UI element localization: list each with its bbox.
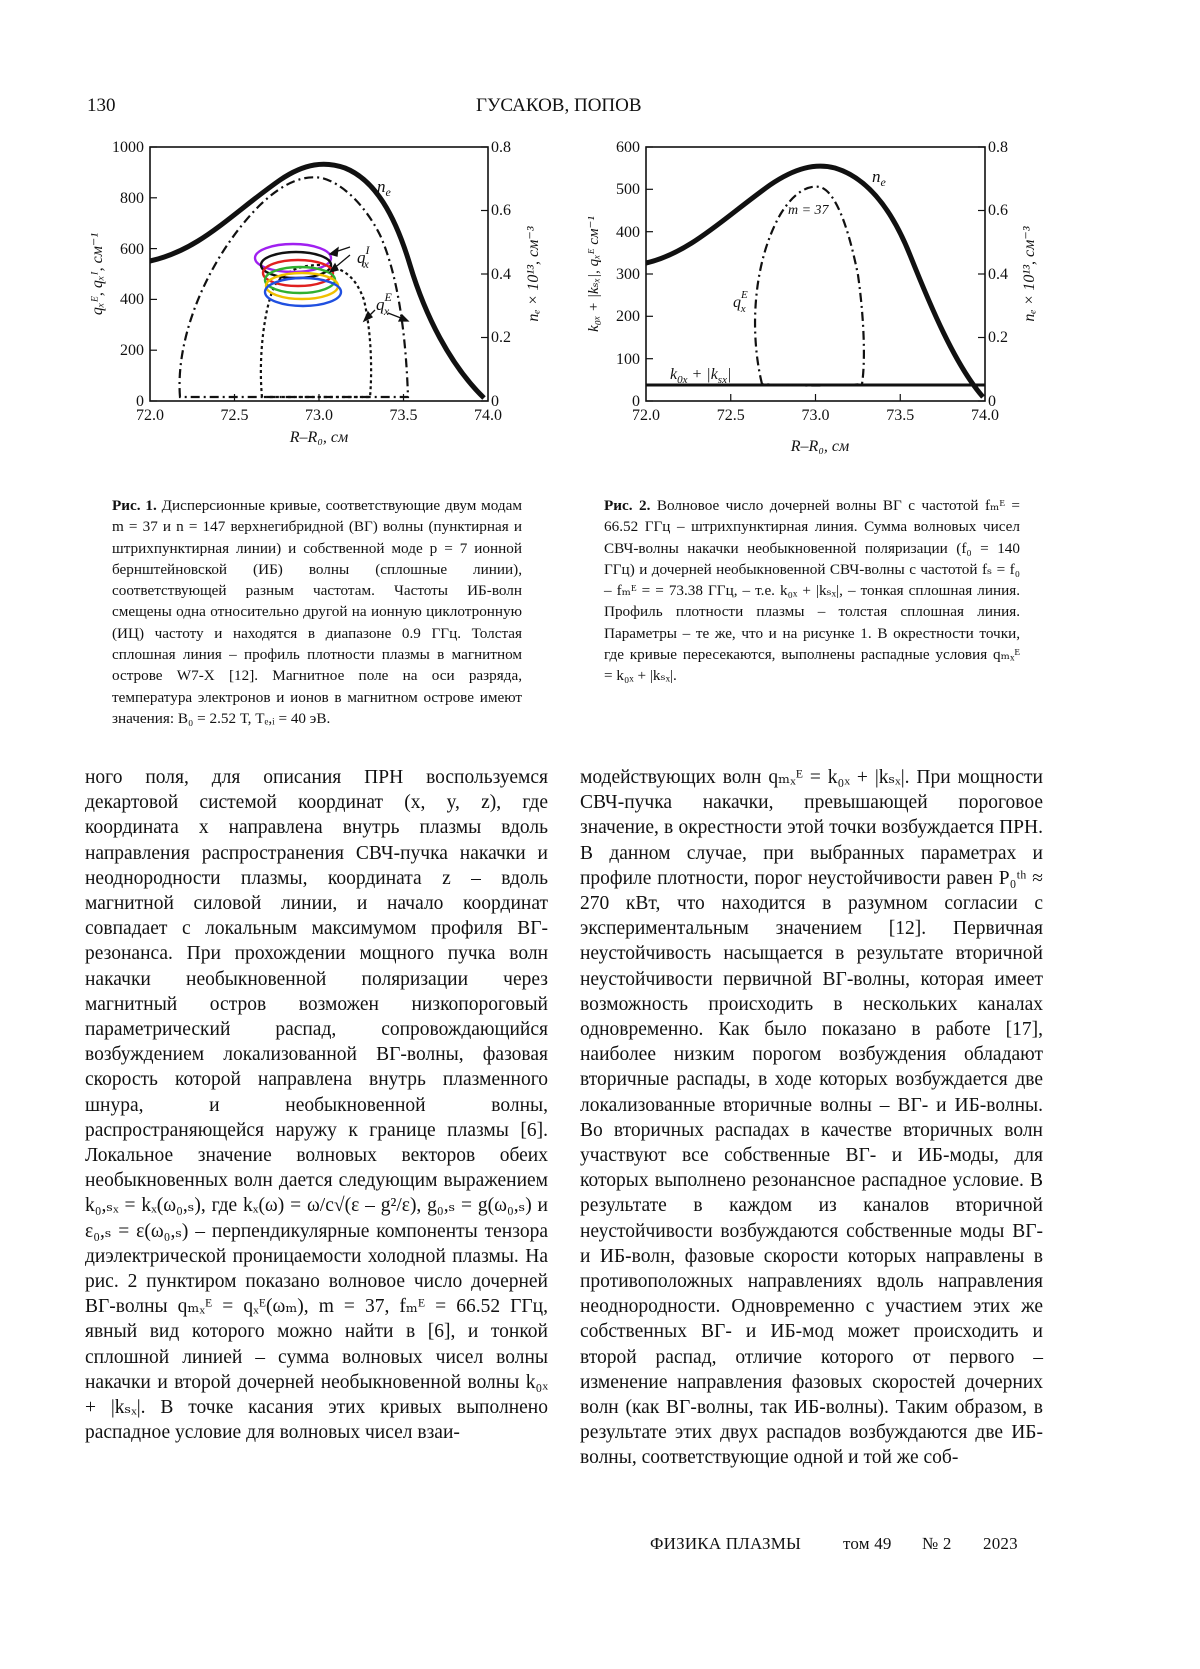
page-number: 130 <box>87 95 116 116</box>
fig1-right-tick: 0.8 <box>491 139 511 156</box>
caption-1-text: Дисперсионные кривые, соответствующие двум модам m = 37 и n = 147 верхнегибридной (ВГ) волны (пунктирная и штрихпунктирная линии) и собственной моде p = 7 ионной бернштейновской (ИБ) волны (сплошные линии), соответствующей разным частотам. Частоты ИБ-волн смещены одна относительно другой на ионную циклотронную (ИЦ) частоту и находятся в диапазоне 0.9 ГГц. Толстая сплошная линия – профиль плотности плазмы в магнитном острове W7-X [12]. Магнитное поле на оси разряда, температура электронов и ионов в магнитном острове имеют значения: B₀ = 2.52 Т, Tₑ,ᵢ = 40 эВ. <box>112 497 523 727</box>
fig1-ib-ellipses <box>255 244 341 306</box>
fig2-right-tick: 0.2 <box>988 329 1008 346</box>
figure-2 <box>580 135 1080 465</box>
fig2-plot-frame <box>646 147 985 401</box>
fig2-right-tick: 0 <box>988 393 996 410</box>
fig2-label-m: m = 37 <box>788 203 829 218</box>
fig1-right-tick: 0.6 <box>491 202 511 219</box>
fig2-x-tick: 72.0 <box>632 407 660 424</box>
fig2-right-tick: 0.8 <box>988 139 1008 156</box>
fig2-left-tick: 300 <box>616 266 640 283</box>
fig1-hw-curve-m37 <box>180 177 408 397</box>
body-left-paragraph: ного поля, для описания ПРН воспользуемся декартовой системой координат (x, y, z), где координата x направлена внутрь плазмы вдоль направления распространения СВЧ-пучка накачки и неоднородности плазмы, координата z – вдоль магнитной силовой линии, и начало координат совпадает с локальным максимумом профиля ВГ-резонанса. При прохождении мощного пучка волн накачки необыкновенной поляризации через магнитный остров возможен низкопороговый параметрический распад, сопровождающийся возбуждением локализованной ВГ-волны, фазовая скорость которой направлена внутрь плазменного шнура, и необыкновенной волны, распространяющейся наружу к границе плазмы [6]. Локальное значение волновых векторов обеих необыкновенных волн дается следующим выражением k₀,ₛₓ = kₓ(ω₀,ₛ), где kₓ(ω) = ω/c√(ε – g²/ε), g₀,ₛ = g(ω₀,ₛ) и ε₀,ₛ = ε(ω₀,ₛ) – перпендикулярные компоненты тензора диэлектрической проницаемости холодной плазмы. На рис. 2 пунктиром показано волновое число дочерней ВГ-волны qₘₓᴱ = qₓᴱ(ωₘ), m = 37, fₘᴱ = 66.52 ГГц, явный вид которого можно найти в [6], и тонкой сплошной линией – сумма волновых чисел волны накачки и второй дочерней необыкновенной волны k₀ₓ + |kₛₓ|. В точке касания этих кривых выполнено распадное условие для волновых чисел взаи- <box>85 767 548 1444</box>
footer-year: 2023 <box>983 1534 1018 1553</box>
fig1-right-axis-label: nₑ × 10¹³, см⁻³ <box>525 226 542 322</box>
fig2-left-tick: 600 <box>616 139 640 156</box>
fig2-x-tick: 72.5 <box>716 407 745 424</box>
fig1-right-tick: 0.2 <box>491 329 511 346</box>
figure-2-caption <box>604 495 1020 687</box>
body-right-paragraph: модействующих волн qₘₓᴱ = k₀ₓ + |kₛₓ|. При мощности СВЧ-пучка накачки, превышающей пороговое значение, в окрестности этой точки возбуждается ПРН. В данном случае, при выбранных параметрах и профиле плотности, порог неустойчивости равен P₀ᵗʰ ≈ 270 кВт, что находится в разумном согласии с экспериментальным значением [12]. Первичная неустойчивость насыщается в результате вторичной неустойчивости первичной ВГ-волны, которая имеет возможность происходить в нескольких каналах одновременно. Как было показано в работе [17], наиболее низким порогом возбуждения обладают вторичные распады, в ходе которых возбуждается две локализованные вторичные волны – ВГ- и ИБ-волны. Во вторичных распадах в качестве вторичных волн участвуют все собственные ВГ- и ИБ-моды, для которых выполнено резонансное распадное условие. В результате в каждом из каналов вторичной неустойчивости возбуждаются собственные моды ВГ- и ИБ-волн, фазовые скорости которых направлены в противоположных направлениях вдоль направления неоднородности. Одновременно с участием этих же собственных ВГ- и ИБ-мод может происходить и второй распад, отличие которого от первого – изменение направления фазовых скоростей дочерних волн (как ВГ-волны, так ИБ-волны). Таким образом, в результате этих двух распадов возбуждаются две ИБ-волны, соответствующие одной и той же соб- <box>580 767 1043 1469</box>
fig1-right-tick: 0 <box>491 393 499 410</box>
fig2-label-ne: $n_e$ <box>872 167 886 189</box>
footer-journal: ФИЗИКА ПЛАЗМЫ <box>650 1534 802 1553</box>
caption-2-label: Рис. 2. <box>604 497 651 514</box>
fig1-label-qE: $q^E$ x <box>376 290 392 318</box>
fig2-left-axis-label: k₀ₓ + |kₛₓ|, qₓᴱ см⁻¹ <box>586 216 602 332</box>
figure-1 <box>80 135 570 465</box>
fig1-left-tick: 400 <box>120 291 144 308</box>
fig2-density-profile <box>646 166 983 397</box>
fig2-label-k-sum: $k_{0x} + |k_{sx}|$ <box>670 366 732 386</box>
fig2-x-label: R–R₀, см <box>790 438 850 455</box>
caption-1-label: Рис. 1. <box>112 497 157 514</box>
fig2-left-tick: 400 <box>616 224 640 241</box>
fig1-label-qI: $q^I$ x <box>357 243 370 271</box>
fig2-x-tick: 74.0 <box>971 407 999 424</box>
fig2-left-tick: 500 <box>616 181 640 198</box>
fig1-label-ne: $n_e$ <box>377 177 391 199</box>
fig1-x-tick: 73.0 <box>305 407 333 424</box>
fig1-right-tick: 0.4 <box>491 266 511 283</box>
fig1-x-tick: 72.0 <box>136 407 164 424</box>
fig1-x-label: R–R₀, см <box>289 429 349 446</box>
body-left-column <box>85 765 548 1445</box>
fig1-left-tick: 0 <box>136 393 144 410</box>
fig2-left-tick: 0 <box>632 393 640 410</box>
fig1-left-axis-label: qₓᴱ, qₓᴵ, см⁻¹ <box>89 232 106 316</box>
fig2-label-qE: $q^E$ x <box>733 289 748 315</box>
fig2-x-tick: 73.5 <box>886 407 915 424</box>
footer-issue: № 2 <box>922 1534 952 1553</box>
fig2-right-tick: 0.4 <box>988 266 1008 283</box>
figure-1-caption <box>112 495 522 729</box>
body-right-column <box>580 765 1043 1471</box>
fig1-x-tick: 74.0 <box>474 407 502 424</box>
fig2-right-tick: 0.6 <box>988 202 1008 219</box>
fig2-left-tick: 200 <box>616 308 640 325</box>
fig2-x-tick: 73.0 <box>801 407 830 424</box>
fig1-density-profile <box>150 164 484 398</box>
footer-volume: том 49 <box>843 1534 892 1553</box>
fig1-left-tick: 200 <box>120 342 144 359</box>
fig2-left-tick: 100 <box>616 351 640 368</box>
fig1-left-tick: 1000 <box>112 139 144 156</box>
fig1-x-tick: 72.5 <box>220 407 249 424</box>
caption-2-text: Волновое число дочерней волны ВГ с частотой fₘᴱ = 66.52 ГГц – штрихпунктирная линия. Сумма волновых чисел СВЧ-волны накачки необыкновенной поляризации (f₀ = 140 ГГц) и дочерней необыкновенной СВЧ-волны с частотой fₛ = f₀ – fₘᴱ = = 73.38 ГГц, – т.е. k₀ₓ + |kₛₓ|, – тонкая сплошная линия. Профиль плотности плазмы – толстая сплошная линия. Параметры – те же, что и на рисунке 1. В окрестности точки, где кривые пересекаются, выполнены распадные условия qₘₓᴱ = k₀ₓ + |kₛₓ|. <box>604 497 1020 685</box>
running-header-authors: ГУСАКОВ, ПОПОВ <box>476 95 642 116</box>
fig1-left-tick: 600 <box>120 241 144 258</box>
fig1-x-tick: 73.5 <box>389 407 418 424</box>
fig1-left-tick: 800 <box>120 190 144 207</box>
fig2-right-axis-label: nₑ × 10¹³, см⁻³ <box>1021 226 1038 322</box>
